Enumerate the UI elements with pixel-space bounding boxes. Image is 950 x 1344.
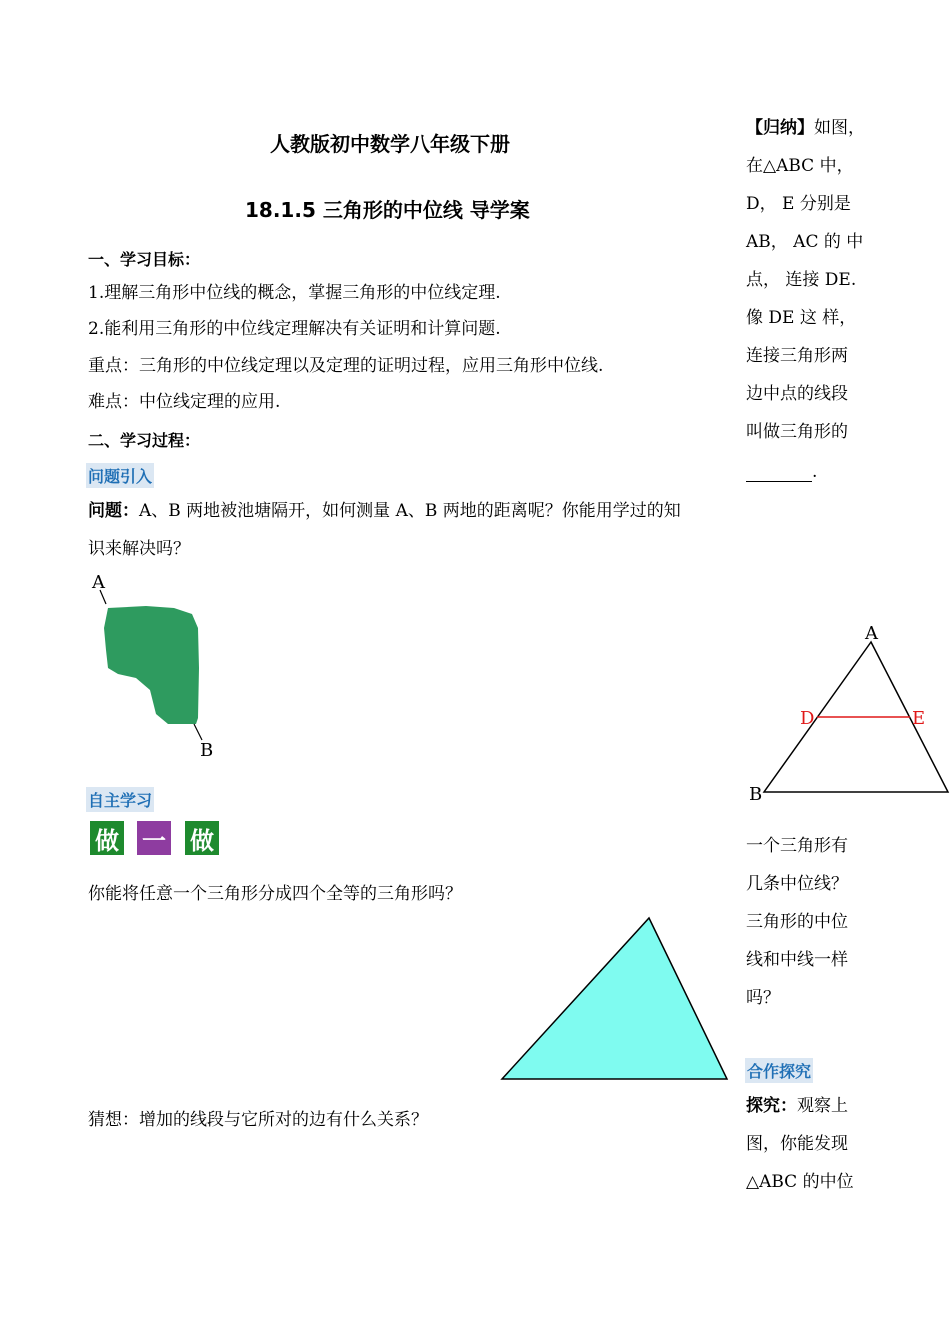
goal-2: 2.能利用三角形的中位线定理解决有关证明和计算问题.: [88, 319, 501, 339]
zuo-char-3: 做: [185, 821, 219, 855]
guess-text: 猜想：增加的线段与它所对的边有什么关系？: [88, 1110, 428, 1130]
label-a: A: [865, 623, 878, 644]
side-question-1: 一个三角形有: [746, 836, 848, 856]
summary-line-2: 在△ABC 中，: [746, 156, 854, 176]
summary-line-9: 叫做三角形的: [746, 422, 848, 442]
self-study-tag: 自主学习: [86, 787, 154, 812]
label-b: B: [749, 784, 763, 805]
question-text-1: A、B 两地被池塘隔开，如何测量 A、B 两地的距离呢？你能用学过的知: [139, 501, 681, 521]
abc-triangle-figure: [744, 620, 950, 806]
pond-b-line: [194, 724, 202, 740]
page-title: 人教版初中数学八年级下册: [270, 132, 510, 156]
summary-tag: 【归纳】: [746, 118, 814, 138]
label-e: E: [912, 708, 926, 729]
summary-line-1: [746, 118, 865, 138]
summary-text-1: 如图，: [814, 118, 865, 138]
cyan-triangle-figure: [498, 915, 732, 1085]
pond-figure: [88, 568, 228, 764]
coop-tag: 合作探究: [745, 1058, 813, 1083]
question-line-2: 识来解决吗？: [88, 539, 190, 559]
intro-tag: 问题引入: [86, 463, 154, 488]
question-line-1: [88, 501, 681, 521]
side-question-5: 吗？: [746, 988, 780, 1008]
zuo-char-1: 做: [90, 821, 124, 855]
answer-blank[interactable]: [746, 465, 812, 482]
section1-heading: 一、学习目标：: [88, 250, 201, 269]
blank-end: .: [812, 462, 818, 482]
side-question-2: 几条中位线？: [746, 874, 848, 894]
explore-line-3: △ABC 的中位: [746, 1172, 854, 1192]
summary-line-8: 边中点的线段: [746, 384, 848, 404]
pond-label-b: B: [200, 740, 214, 761]
explore-label: 探究：: [746, 1096, 797, 1116]
side-question-3: 三角形的中位: [746, 912, 848, 932]
explore-line-1: [746, 1096, 848, 1116]
summary-line-7: 连接三角形两: [746, 346, 848, 366]
summary-line-3: D， E 分别是: [746, 194, 851, 214]
answer-blank-line: [746, 462, 817, 482]
label-d: D: [800, 708, 815, 729]
goal-1: 1.理解三角形中位线的概念，掌握三角形的中位线定理.: [88, 283, 501, 303]
task-text: 你能将任意一个三角形分成四个全等的三角形吗？: [88, 884, 462, 904]
summary-line-5: 点， 连接 DE.: [746, 270, 857, 290]
pond-label-a: A: [92, 572, 105, 593]
explore-text-1: 观察上: [797, 1096, 848, 1116]
summary-line-6: 像 DE 这 样，: [746, 308, 857, 328]
key-point: 重点：三角形的中位线定理以及定理的证明过程，应用三角形中位线.: [88, 356, 604, 376]
question-label: 问题：: [88, 501, 139, 521]
summary-line-4: AB， AC 的 中: [746, 232, 864, 252]
explore-line-2: 图，你能发现: [746, 1134, 848, 1154]
side-question-4: 线和中线一样: [746, 950, 848, 970]
pond-shape: [104, 606, 199, 724]
difficulty: 难点：中位线定理的应用.: [88, 392, 281, 412]
section2-heading: 二、学习过程：: [88, 431, 201, 450]
page-subtitle: 18.1.5 三角形的中位线 导学案: [245, 198, 530, 222]
zuo-char-2: 一: [137, 821, 171, 855]
cyan-triangle: [502, 918, 727, 1079]
